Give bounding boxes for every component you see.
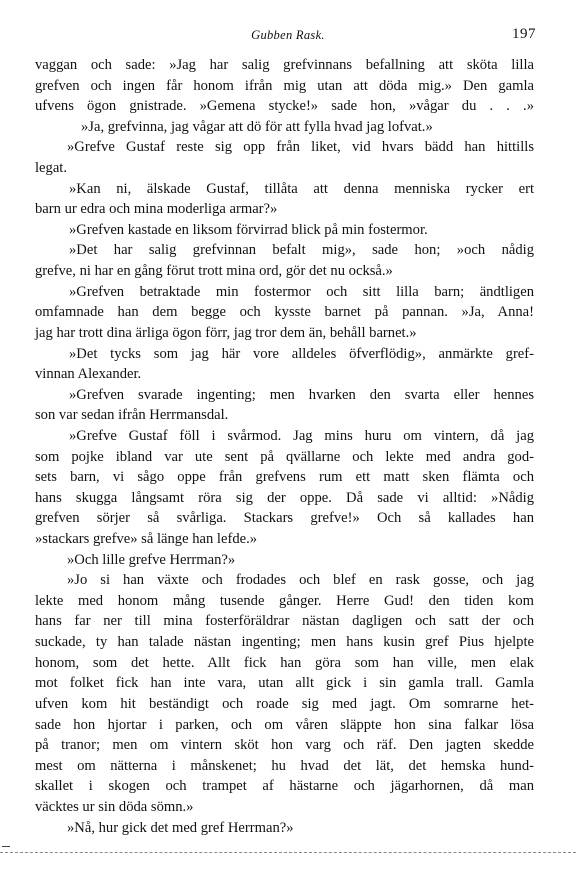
body-text xyxy=(35,55,534,838)
text-line: mot folket fick han inte vara, utan allt gick i sin gamla trall. Gamla xyxy=(35,675,534,692)
text-line: »Grefve Gustaf föll i svårmod. Jag mins huru om vintern, då jag xyxy=(69,427,534,444)
text-line: »Ja, grefvinna, jag vågar att dö för att fylla hvad jag lofvat.» xyxy=(81,118,433,135)
running-title: Gubben Rask. xyxy=(251,28,325,42)
text-line: »stackars grefve» så länge han lefde.» xyxy=(35,531,258,548)
text-line: »Grefve Gustaf reste sig opp från liket, vid hvars bädd han hittills xyxy=(67,139,534,156)
page-number: 197 xyxy=(512,26,536,42)
text-line: hans skugga långsamt röra sig der oppe. Då sade vi alltid: »Nådig xyxy=(35,489,534,506)
text-line: vinnan Alexander. xyxy=(35,366,142,383)
text-line: »Grefven svarade ingenting; men hvarken den svarta eller hennes xyxy=(69,386,534,403)
text-line: skallet i skogen och trampet af hästarne och jägarhornen, då man xyxy=(35,778,534,795)
text-line: suckade, ty han talade nästan ingenting; men hans kusin gref Pius hjelpte xyxy=(35,634,534,651)
text-line: på tranor; men om vintern sköt hon varg och räf. Den jagten skedde xyxy=(35,737,534,754)
text-line: ufvens ögon gnistrade. »Gemena stycke!» sade hon, »vågar du . . .» xyxy=(35,98,534,115)
text-line: lekte med honom mång tusende gånger. Herre Gud! den tiden kom xyxy=(35,592,534,609)
text-line: omfamnade han dem begge och kysste barnet på pannan. »Ja, Anna! xyxy=(35,304,534,321)
text-line: sade hon hjortar i parken, och om våren släppte hon sina falkar lösa xyxy=(35,716,534,733)
text-line: »Och lille grefve Herrman?» xyxy=(67,551,236,568)
text-line: barn ur edra och mina moderliga armar?» xyxy=(35,201,278,218)
text-line: som pojke ibland var ute sent på qvällarne och lekte med andra god- xyxy=(35,448,534,465)
text-line: jag har trott dina ärliga ögon förr, jag tror dem än, behåll barnet.» xyxy=(35,324,417,341)
text-line: »Kan ni, älskade Gustaf, tillåta att denna menniska rycker ert xyxy=(69,180,534,197)
text-line: grefven och ingen får honom ifrån mig utan att döda mig.» Den gamla xyxy=(35,77,534,94)
text-line: legat. xyxy=(35,160,68,177)
text-line: grefve, ni har en gång förut trott mina ord, gör det nu också.» xyxy=(35,263,393,280)
text-line: »Det tycks som jag här vore alldeles öfverflödig», anmärkte gref- xyxy=(69,345,534,362)
page-bottom-edge xyxy=(0,852,576,853)
text-line: ufven kom hit beständigt och roade sig med jagt. Om somrarne het- xyxy=(35,695,534,712)
text-line: »Grefven kastade en liksom förvirrad blick på min fostermor. xyxy=(69,221,428,238)
text-line: väcktes ur sin döda sömn.» xyxy=(35,798,194,815)
text-line: grefven sörjer så svårliga. Stackars grefve!» Och så kallades han xyxy=(35,510,534,527)
text-line: honom, som det hette. Allt fick han göra som han ville, men elak xyxy=(35,654,534,671)
text-line: hans far ner till mina fosterföräldrar nästan dagligen och satt der och xyxy=(35,613,534,630)
text-line: »Nå, hur gick det med gref Herrman?» xyxy=(67,819,294,836)
text-line: »Jo si han växte och frodades och blef en rask gosse, och jag xyxy=(67,572,534,589)
text-line: »Det har salig grefvinnan befalt mig», sade hon; »och nådig xyxy=(69,242,534,259)
text-line: »Grefven betraktade min fostermor och sitt lilla barn; ändtligen xyxy=(69,283,534,300)
text-line: sets barn, vi sågo oppe från grefvens rum ett matt sken flämta och xyxy=(35,469,534,486)
text-line: mest om nätterna i månskenet; hu hvad det lät, det hemska hund- xyxy=(35,757,534,774)
text-line: son var sedan ifrån Herrmansdal. xyxy=(35,407,229,424)
text-line: vaggan och sade: »Jag har salig grefvinnans befallning att sköta lilla xyxy=(35,57,534,73)
running-head xyxy=(0,26,576,46)
scan-mark xyxy=(2,846,10,847)
